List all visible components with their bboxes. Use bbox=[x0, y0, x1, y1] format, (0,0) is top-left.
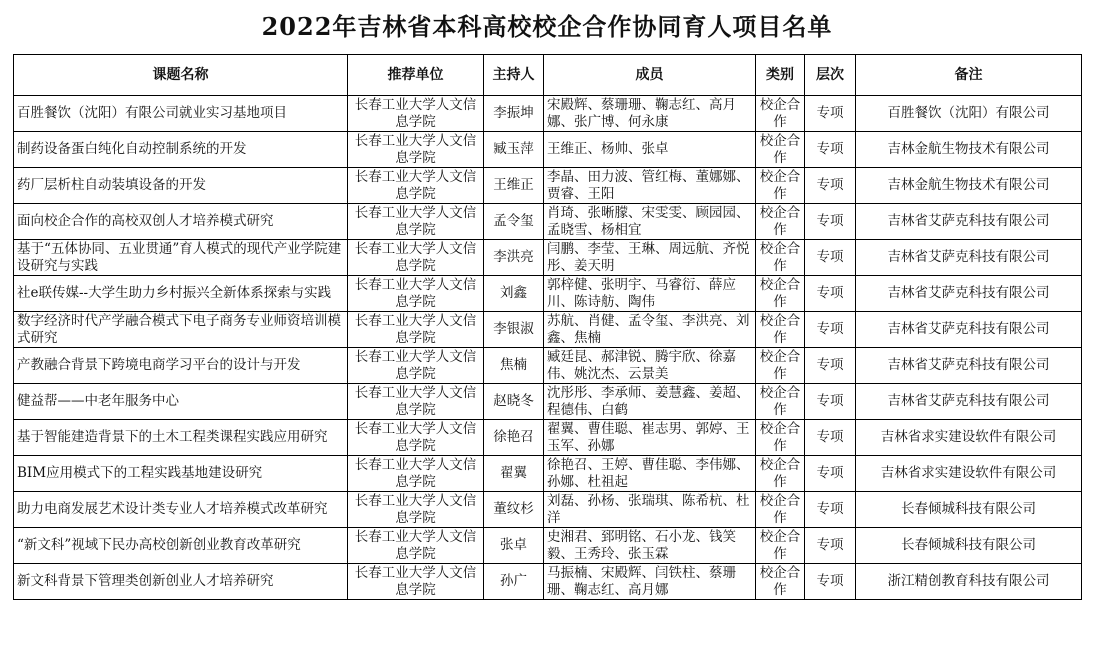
page-title: 2022年吉林省本科高校校企合作协同育人项目名单 bbox=[261, 12, 833, 41]
table-row bbox=[14, 492, 1082, 528]
cell-project bbox=[14, 96, 348, 132]
cell-note-text: 吉林省艾萨克科技有限公司 bbox=[887, 357, 1050, 373]
cell-host bbox=[484, 276, 544, 312]
cell-category bbox=[756, 240, 805, 276]
cell-note bbox=[856, 564, 1082, 600]
cell-host-text: 王维正 bbox=[493, 177, 534, 193]
cell-members bbox=[544, 456, 756, 492]
cell-members bbox=[544, 492, 756, 528]
table-row bbox=[14, 564, 1082, 600]
cell-project-text: 面向校企合作的高校双创人才培养模式研究 bbox=[17, 213, 274, 229]
cell-level-text: 专项 bbox=[816, 105, 844, 121]
cell-category-text: 校企合作 bbox=[759, 204, 801, 238]
cell-note bbox=[856, 204, 1082, 240]
table-row bbox=[14, 528, 1082, 564]
cell-category-text: 校企合作 bbox=[759, 276, 801, 310]
cell-members bbox=[544, 204, 756, 240]
cell-note bbox=[856, 312, 1082, 348]
table-row bbox=[14, 384, 1082, 420]
cell-note-text: 吉林金航生物技术有限公司 bbox=[887, 141, 1050, 157]
cell-note bbox=[856, 492, 1082, 528]
cell-host bbox=[484, 96, 544, 132]
cell-members bbox=[544, 96, 756, 132]
cell-note bbox=[856, 168, 1082, 204]
cell-note bbox=[856, 348, 1082, 384]
cell-note-text: 长春倾城科技有限公司 bbox=[901, 501, 1036, 517]
cell-level bbox=[805, 420, 856, 456]
cell-members-text: 沈彤彤、李承师、姜慧鑫、姜超、程德伟、白鹤 bbox=[547, 384, 750, 418]
cell-members-text: 臧廷昆、郝津锐、腾宇欣、徐嘉伟、姚沈杰、云景美 bbox=[547, 348, 736, 382]
cell-members-text: 翟翼、曹佳聪、崔志男、郭婷、王玉军、孙娜 bbox=[547, 420, 750, 454]
cell-host bbox=[484, 420, 544, 456]
cell-unit-text: 长春工业大学人文信息学院 bbox=[354, 492, 477, 526]
cell-host-text: 孙广 bbox=[500, 573, 527, 589]
cell-project-text: 基于“五体协同、五业贯通”育人模式的现代产业学院建设研究与实践 bbox=[17, 240, 342, 274]
cell-host bbox=[484, 528, 544, 564]
cell-level-text: 专项 bbox=[816, 213, 844, 229]
cell-category-text: 校企合作 bbox=[759, 312, 801, 346]
cell-project bbox=[14, 132, 348, 168]
cell-category-text: 校企合作 bbox=[759, 132, 801, 166]
cell-unit-text: 长春工业大学人文信息学院 bbox=[354, 348, 477, 382]
cell-host-text: 臧玉萍 bbox=[493, 141, 534, 157]
cell-unit bbox=[348, 276, 484, 312]
cell-level bbox=[805, 96, 856, 132]
cell-unit bbox=[348, 204, 484, 240]
cell-note-text: 百胜餐饮（沈阳）有限公司 bbox=[887, 105, 1050, 121]
cell-host bbox=[484, 456, 544, 492]
cell-host-text: 董纹杉 bbox=[493, 501, 534, 517]
cell-level-text: 专项 bbox=[816, 465, 844, 481]
cell-unit bbox=[348, 132, 484, 168]
table-row bbox=[14, 168, 1082, 204]
cell-unit-text: 长春工业大学人文信息学院 bbox=[354, 96, 477, 130]
header-unit: 推荐单位 bbox=[348, 55, 484, 96]
cell-project-text: 百胜餐饮（沈阳）有限公司就业实习基地项目 bbox=[17, 105, 287, 121]
cell-members bbox=[544, 312, 756, 348]
cell-members bbox=[544, 240, 756, 276]
cell-host-text: 赵晓冬 bbox=[493, 393, 534, 409]
cell-note-text: 浙江精创教育科技有限公司 bbox=[887, 573, 1050, 589]
cell-members bbox=[544, 564, 756, 600]
table-row bbox=[14, 348, 1082, 384]
cell-category bbox=[756, 492, 805, 528]
cell-level bbox=[805, 384, 856, 420]
cell-note-text: 吉林省艾萨克科技有限公司 bbox=[887, 285, 1050, 301]
cell-category bbox=[756, 132, 805, 168]
cell-host-text: 李洪亮 bbox=[493, 249, 534, 265]
cell-level bbox=[805, 132, 856, 168]
cell-project bbox=[14, 492, 348, 528]
cell-category bbox=[756, 312, 805, 348]
cell-level-text: 专项 bbox=[816, 177, 844, 193]
cell-members-text: 徐艳召、王婷、曹佳聪、李伟娜、孙娜、杜祖起 bbox=[547, 456, 750, 490]
cell-unit bbox=[348, 168, 484, 204]
cell-note bbox=[856, 240, 1082, 276]
cell-project bbox=[14, 384, 348, 420]
cell-host-text: 徐艳召 bbox=[493, 429, 534, 445]
cell-unit-text: 长春工业大学人文信息学院 bbox=[354, 312, 477, 346]
cell-project bbox=[14, 204, 348, 240]
cell-category bbox=[756, 384, 805, 420]
cell-host-text: 刘鑫 bbox=[500, 285, 527, 301]
table-row bbox=[14, 204, 1082, 240]
cell-host bbox=[484, 168, 544, 204]
cell-unit bbox=[348, 420, 484, 456]
cell-unit-text: 长春工业大学人文信息学院 bbox=[354, 168, 477, 202]
cell-level-text: 专项 bbox=[816, 249, 844, 265]
cell-category bbox=[756, 348, 805, 384]
cell-level-text: 专项 bbox=[816, 285, 844, 301]
cell-members-text: 刘磊、孙杨、张瑞琪、陈希杭、杜洋 bbox=[547, 492, 750, 526]
cell-members bbox=[544, 168, 756, 204]
cell-project bbox=[14, 564, 348, 600]
cell-unit-text: 长春工业大学人文信息学院 bbox=[354, 420, 477, 454]
cell-project-text: 新文科背景下管理类创新创业人才培养研究 bbox=[17, 573, 274, 589]
cell-project bbox=[14, 528, 348, 564]
cell-unit bbox=[348, 492, 484, 528]
cell-unit-text: 长春工业大学人文信息学院 bbox=[354, 456, 477, 490]
cell-level bbox=[805, 564, 856, 600]
cell-note-text: 吉林省艾萨克科技有限公司 bbox=[887, 213, 1050, 229]
cell-category-text: 校企合作 bbox=[759, 348, 801, 382]
cell-level bbox=[805, 528, 856, 564]
cell-note-text: 吉林金航生物技术有限公司 bbox=[887, 177, 1050, 193]
cell-host bbox=[484, 384, 544, 420]
cell-project bbox=[14, 240, 348, 276]
cell-level bbox=[805, 240, 856, 276]
table-row bbox=[14, 132, 1082, 168]
cell-host-text: 李振坤 bbox=[493, 105, 534, 121]
cell-members-text: 闫鹏、李莹、王琳、周远航、齐悦彤、姜天明 bbox=[547, 240, 750, 274]
cell-note-text: 吉林省艾萨克科技有限公司 bbox=[887, 393, 1050, 409]
cell-host bbox=[484, 132, 544, 168]
cell-members-text: 史湘君、郅明铭、石小龙、钱笑毅、王秀玲、张玉霖 bbox=[547, 528, 736, 562]
cell-category bbox=[756, 528, 805, 564]
cell-members-text: 王维正、杨帅、张卓 bbox=[547, 141, 669, 157]
cell-category bbox=[756, 564, 805, 600]
cell-note-text: 吉林省艾萨克科技有限公司 bbox=[887, 321, 1050, 337]
cell-category bbox=[756, 420, 805, 456]
cell-level bbox=[805, 168, 856, 204]
cell-unit-text: 长春工业大学人文信息学院 bbox=[354, 240, 477, 274]
cell-level bbox=[805, 312, 856, 348]
cell-category-text: 校企合作 bbox=[759, 420, 801, 454]
cell-level-text: 专项 bbox=[816, 321, 844, 337]
header-project: 课题名称 bbox=[14, 55, 348, 96]
cell-unit-text: 长春工业大学人文信息学院 bbox=[354, 528, 477, 562]
cell-note bbox=[856, 384, 1082, 420]
cell-host bbox=[484, 564, 544, 600]
cell-unit-text: 长春工业大学人文信息学院 bbox=[354, 564, 477, 598]
cell-project-text: 助力电商发展艺术设计类专业人才培养模式改革研究 bbox=[17, 501, 328, 517]
cell-project bbox=[14, 312, 348, 348]
cell-project-text: 健益帮——中老年服务中心 bbox=[17, 393, 179, 409]
cell-unit-text: 长春工业大学人文信息学院 bbox=[354, 132, 477, 166]
cell-project bbox=[14, 456, 348, 492]
cell-project bbox=[14, 168, 348, 204]
cell-unit bbox=[348, 240, 484, 276]
header-category: 类别 bbox=[756, 55, 805, 96]
cell-level-text: 专项 bbox=[816, 141, 844, 157]
table-row bbox=[14, 96, 1082, 132]
cell-level bbox=[805, 204, 856, 240]
cell-category-text: 校企合作 bbox=[759, 528, 801, 562]
cell-unit bbox=[348, 456, 484, 492]
cell-members bbox=[544, 528, 756, 564]
cell-unit-text: 长春工业大学人文信息学院 bbox=[354, 276, 477, 310]
cell-host bbox=[484, 204, 544, 240]
table-row bbox=[14, 456, 1082, 492]
cell-host bbox=[484, 240, 544, 276]
cell-members-text: 马振楠、宋殿辉、闫铁柱、蔡珊珊、鞠志红、高月娜 bbox=[547, 564, 736, 598]
cell-members bbox=[544, 276, 756, 312]
cell-note-text: 吉林省求实建设软件有限公司 bbox=[880, 429, 1057, 445]
cell-level-text: 专项 bbox=[816, 501, 844, 517]
cell-level bbox=[805, 348, 856, 384]
table-row bbox=[14, 420, 1082, 456]
cell-note bbox=[856, 96, 1082, 132]
cell-category bbox=[756, 204, 805, 240]
cell-members-text: 郭梓健、张明宇、马睿衍、薛应川、陈诗舫、陶伟 bbox=[547, 276, 736, 310]
cell-note-text: 吉林省求实建设软件有限公司 bbox=[880, 465, 1057, 481]
table-row bbox=[14, 312, 1082, 348]
cell-host-text: 翟翼 bbox=[500, 465, 527, 481]
cell-unit bbox=[348, 528, 484, 564]
cell-category-text: 校企合作 bbox=[759, 564, 801, 598]
cell-unit bbox=[348, 564, 484, 600]
cell-project-text: BIM应用模式下的工程实践基地建设研究 bbox=[17, 465, 263, 481]
cell-note bbox=[856, 276, 1082, 312]
cell-host bbox=[484, 312, 544, 348]
cell-category-text: 校企合作 bbox=[759, 168, 801, 202]
cell-category-text: 校企合作 bbox=[759, 96, 801, 130]
header-members: 成员 bbox=[544, 55, 756, 96]
cell-project-text: 药厂层析柱自动装填设备的开发 bbox=[17, 177, 206, 193]
cell-members-text: 宋殿辉、蔡珊珊、鞠志红、高月娜、张广博、何永康 bbox=[547, 96, 736, 130]
cell-members bbox=[544, 348, 756, 384]
cell-members bbox=[544, 420, 756, 456]
cell-members bbox=[544, 132, 756, 168]
cell-unit-text: 长春工业大学人文信息学院 bbox=[354, 204, 477, 238]
cell-project-text: 社e联传媒--大学生助力乡村振兴全新体系探索与实践 bbox=[17, 285, 332, 301]
cell-category-text: 校企合作 bbox=[759, 384, 801, 418]
cell-category bbox=[756, 456, 805, 492]
cell-category bbox=[756, 96, 805, 132]
cell-level bbox=[805, 492, 856, 528]
cell-members-text: 苏航、肖健、孟令玺、李洪亮、刘鑫、焦楠 bbox=[547, 312, 750, 346]
cell-project-text: 制药设备蛋白纯化自动控制系统的开发 bbox=[17, 141, 247, 157]
cell-category bbox=[756, 168, 805, 204]
cell-level-text: 专项 bbox=[816, 429, 844, 445]
cell-category-text: 校企合作 bbox=[759, 456, 801, 490]
cell-host-text: 焦楠 bbox=[500, 357, 527, 373]
cell-project bbox=[14, 276, 348, 312]
cell-project-text: 基于智能建造背景下的土木工程类课程实践应用研究 bbox=[17, 429, 328, 445]
cell-note-text: 吉林省艾萨克科技有限公司 bbox=[887, 249, 1050, 265]
cell-members-text: 李晶、田力波、管红梅、董娜娜、贾睿、王阳 bbox=[547, 168, 750, 202]
cell-members-text: 肖琦、张晰朦、宋雯雯、顾园园、孟晓雪、杨相宜 bbox=[547, 204, 750, 238]
cell-level-text: 专项 bbox=[816, 393, 844, 409]
cell-host-text: 李银淑 bbox=[493, 321, 534, 337]
cell-note bbox=[856, 132, 1082, 168]
cell-note bbox=[856, 528, 1082, 564]
cell-members bbox=[544, 384, 756, 420]
project-table bbox=[13, 54, 1082, 600]
cell-project-text: 数字经济时代产学融合模式下电子商务专业师资培训模式研究 bbox=[17, 312, 341, 346]
cell-host-text: 孟令玺 bbox=[493, 213, 534, 229]
cell-category-text: 校企合作 bbox=[759, 492, 801, 526]
cell-note-text: 长春倾城科技有限公司 bbox=[901, 537, 1036, 553]
cell-host bbox=[484, 492, 544, 528]
cell-unit bbox=[348, 312, 484, 348]
table-header-row bbox=[14, 55, 1082, 96]
cell-note bbox=[856, 456, 1082, 492]
table-row bbox=[14, 240, 1082, 276]
header-level: 层次 bbox=[805, 55, 856, 96]
cell-unit-text: 长春工业大学人文信息学院 bbox=[354, 384, 477, 418]
cell-project bbox=[14, 420, 348, 456]
cell-level-text: 专项 bbox=[816, 537, 844, 553]
cell-note bbox=[856, 420, 1082, 456]
header-host: 主持人 bbox=[484, 55, 544, 96]
cell-project-text: “新文科”视域下民办高校创新创业教育改革研究 bbox=[17, 537, 301, 553]
cell-unit bbox=[348, 384, 484, 420]
cell-project bbox=[14, 348, 348, 384]
cell-host bbox=[484, 348, 544, 384]
cell-project-text: 产教融合背景下跨境电商学习平台的设计与开发 bbox=[17, 357, 301, 373]
cell-unit bbox=[348, 348, 484, 384]
table-row bbox=[14, 276, 1082, 312]
cell-unit bbox=[348, 96, 484, 132]
cell-level bbox=[805, 456, 856, 492]
cell-level-text: 专项 bbox=[816, 357, 844, 373]
cell-level-text: 专项 bbox=[816, 573, 844, 589]
cell-host-text: 张卓 bbox=[500, 537, 527, 553]
header-note: 备注 bbox=[856, 55, 1082, 96]
cell-category-text: 校企合作 bbox=[759, 240, 801, 274]
cell-level bbox=[805, 276, 856, 312]
cell-category bbox=[756, 276, 805, 312]
